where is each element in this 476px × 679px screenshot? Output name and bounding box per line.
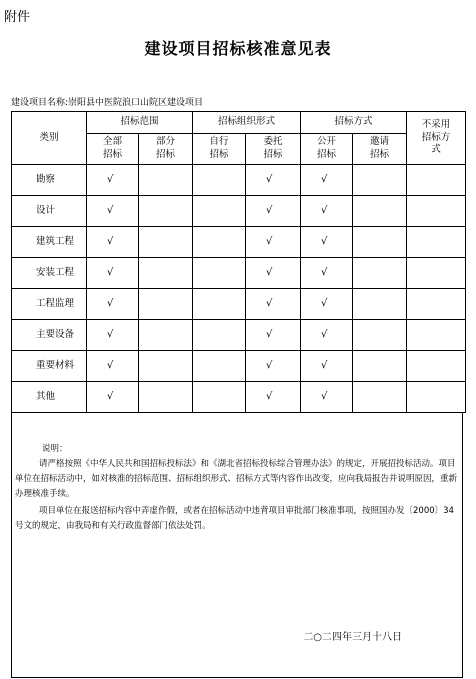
empty-cell (193, 258, 246, 289)
project-name: 建设项目名称:崇阳县中医院浪口山院区建设项目 (11, 98, 204, 108)
check-mark: √ (87, 165, 139, 196)
row-label: 安装工程 (12, 258, 87, 289)
check-mark: √ (87, 320, 139, 351)
empty-cell (407, 351, 466, 382)
check-mark: √ (301, 196, 353, 227)
check-mark: √ (301, 351, 353, 382)
empty-cell (407, 165, 466, 196)
table-row (12, 227, 466, 258)
empty-cell (407, 289, 466, 320)
notes-paragraph-1: 请严格按照《中华人民共和国招标投标法》和《湖北省招标投标综合管理办法》的规定，开展招投标活动。项目单位在招标活动中，如对核准的招标范围、招标组织形式、招标方式等内容作出改变，应向我局报告并说明原因，重新办理核准手续。 (15, 459, 458, 499)
check-mark: √ (87, 351, 139, 382)
row-label: 建筑工程 (12, 227, 87, 258)
row-label: 工程监理 (12, 289, 87, 320)
check-mark: √ (87, 227, 139, 258)
table-row (12, 320, 466, 351)
empty-cell (407, 196, 466, 227)
subheader-full-text: 全部招标 (102, 136, 122, 160)
empty-cell (193, 165, 246, 196)
check-mark: √ (246, 382, 301, 413)
row-label: 勘察 (12, 165, 87, 196)
header-scope: 招标范围 (87, 112, 193, 134)
subheader-invite (353, 134, 407, 165)
empty-cell (353, 196, 407, 227)
subheader-self (193, 134, 246, 165)
check-mark: √ (246, 258, 301, 289)
check-mark: √ (246, 196, 301, 227)
subheader-full (87, 134, 139, 165)
check-mark: √ (301, 258, 353, 289)
check-mark: √ (87, 196, 139, 227)
table-row (12, 258, 466, 289)
check-mark: √ (301, 382, 353, 413)
check-mark: √ (246, 165, 301, 196)
approval-table (11, 111, 466, 413)
page-title: 建设项目招标核准意见表 (144, 39, 332, 58)
check-mark: √ (301, 227, 353, 258)
row-label: 其他 (12, 382, 87, 413)
empty-cell (193, 227, 246, 258)
empty-cell (353, 227, 407, 258)
empty-cell (193, 196, 246, 227)
header-category: 类别 (12, 112, 87, 165)
empty-cell (193, 351, 246, 382)
subheader-partial (139, 134, 193, 165)
check-mark: √ (246, 227, 301, 258)
empty-cell (139, 227, 193, 258)
subheader-open-text: 公开招标 (317, 136, 337, 160)
empty-cell (139, 320, 193, 351)
empty-cell (353, 382, 407, 413)
row-label: 设计 (12, 196, 87, 227)
row-label: 主要设备 (12, 320, 87, 351)
empty-cell (139, 289, 193, 320)
check-mark: √ (246, 320, 301, 351)
subheader-entrusted-text: 委托招标 (263, 136, 283, 160)
table-row (12, 165, 466, 196)
empty-cell (353, 320, 407, 351)
header-organization: 招标组织形式 (193, 112, 301, 134)
header-not-used (407, 112, 466, 165)
empty-cell (139, 382, 193, 413)
empty-cell (139, 258, 193, 289)
check-mark: √ (87, 258, 139, 289)
table-row (12, 382, 466, 413)
empty-cell (193, 320, 246, 351)
check-mark: √ (87, 382, 139, 413)
check-mark: √ (246, 289, 301, 320)
approval-date: 二○二四年三月十八日 (303, 632, 402, 643)
subheader-self-text: 自行招标 (209, 136, 229, 160)
check-mark: √ (87, 289, 139, 320)
table-row (12, 351, 466, 382)
attachment-label: 附件 (4, 10, 31, 25)
check-mark: √ (301, 165, 353, 196)
notes-paragraph-2: 项目单位在报送招标内容中弄虚作假，或者在招标活动中违背项目审批部门核准事项，按照国办发〔2000〕34号文的规定，由我局和有关行政监督部门依法处罚。 (15, 506, 454, 531)
empty-cell (139, 196, 193, 227)
check-mark: √ (246, 351, 301, 382)
empty-cell (139, 351, 193, 382)
row-label: 重要材料 (12, 351, 87, 382)
subheader-entrusted (246, 134, 301, 165)
empty-cell (407, 382, 466, 413)
empty-cell (353, 351, 407, 382)
table-row (12, 196, 466, 227)
empty-cell (353, 258, 407, 289)
notes-section (11, 412, 463, 678)
subheader-partial-text: 部分招标 (155, 136, 175, 160)
empty-cell (193, 382, 246, 413)
notes-label: 说明： (42, 444, 68, 454)
empty-cell (407, 320, 466, 351)
empty-cell (353, 165, 407, 196)
empty-cell (407, 258, 466, 289)
empty-cell (353, 289, 407, 320)
header-not-used-text: 不采用招标方式 (421, 118, 451, 156)
table-body (12, 165, 466, 413)
header-method: 招标方式 (301, 112, 407, 134)
check-mark: √ (301, 320, 353, 351)
empty-cell (139, 165, 193, 196)
empty-cell (407, 227, 466, 258)
subheader-invite-text: 邀请招标 (370, 136, 390, 160)
empty-cell (193, 289, 246, 320)
table-row (12, 289, 466, 320)
check-mark: √ (301, 289, 353, 320)
subheader-open (301, 134, 353, 165)
